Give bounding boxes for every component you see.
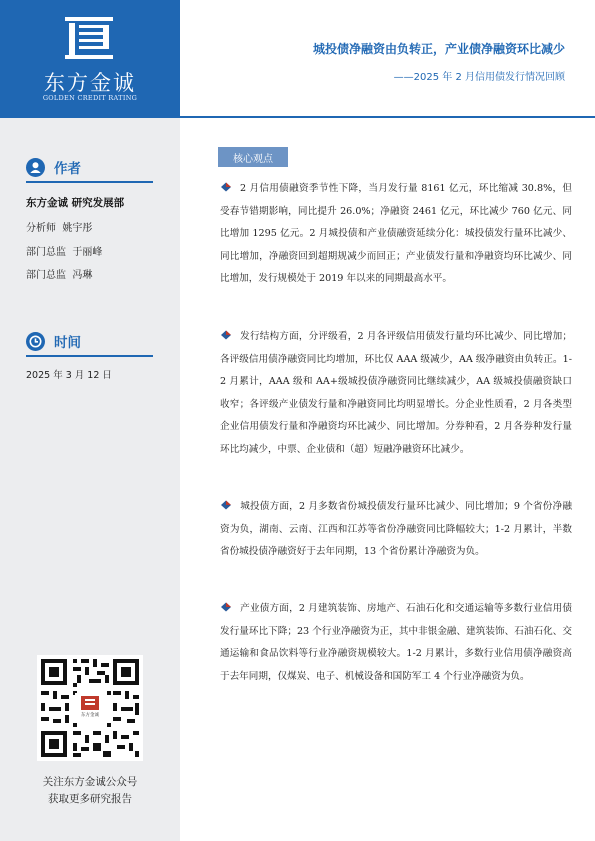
author-row — [26, 219, 92, 234]
publish-date: 2025 年 3 月 12 日 — [26, 370, 112, 381]
core-views-badge: 核心观点 — [218, 147, 288, 167]
qr-pattern-icon — [37, 655, 143, 761]
author-role: 部门总监 — [26, 247, 66, 258]
core-view-paragraph — [220, 598, 572, 688]
author-heading-label: 作者 — [54, 161, 81, 177]
author-name: 于丽峰 — [72, 247, 103, 258]
report-subtitle: ——2025 年 2 月信用债发行情况回顾 — [393, 72, 565, 83]
clock-icon — [26, 332, 45, 351]
qr-center-label: 东方金诚 — [81, 713, 99, 718]
logo-company-en: GOLDEN CREDIT RATING — [42, 94, 138, 102]
logo-company-cn: 东方金诚 — [44, 71, 136, 95]
core-view-paragraph — [220, 496, 572, 564]
time-heading — [26, 330, 81, 352]
author-divider — [26, 181, 153, 183]
author-name: 姚宇彤 — [62, 223, 93, 234]
author-org: 东方金诚 研究发展部 — [26, 197, 125, 209]
diamond-bullet-icon — [220, 500, 232, 510]
author-role: 部门总监 — [26, 270, 66, 281]
diamond-bullet-icon — [220, 182, 232, 192]
paragraph-text: 发行结构方面，分评级看，2 月各评级信用债发行量均环比减少、同比增加；各评级信用债净融资同比均增加，环比仅 AAA 级减少，AA 级净融资由负转正。1-2 月累计，AAA 级和 AA+级城投债净融资同比继续减少，AA 级城投债融资缺口收窄；各评级产业债发行量和净融资同比均明显增长。分企业性质看，2 月各类型企业信用债发行量和净融资均环比减少、同比增加。分券种看，2 月各券种发行量环比均减少，中票、企业债和（超）短融净融资环比减少。 — [220, 331, 572, 455]
core-view-paragraph — [220, 326, 572, 461]
core-view-paragraph — [220, 178, 572, 291]
paragraph-text: 产业债方面，2 月建筑装饰、房地产、石油石化和交通运输等多数行业信用债发行量环比下降；23 个行业净融资为正，其中非银金融、建筑装饰、石油石化、交通运输和食品饮料等行业净融资规模较大。1-2 月累计，多数行业信用债净融资高于去年同期，仅煤炭、电子、机械设备和国防军工 4 个行业净融资为负。 — [220, 603, 572, 682]
paragraph-text: 城投债方面，2 月多数省份城投债发行量环比减少、同比增加；9 个省份净融资为负，湖南、云南、江西和江苏等省份净融资同比降幅较大；1-2 月累计，半数省份城投债净融资好于去年同期，13 个省份累计净融资为负。 — [220, 501, 572, 557]
company-logo — [0, 0, 180, 118]
logo-mark-icon — [63, 17, 115, 59]
author-row — [26, 266, 92, 281]
sidebar — [0, 0, 180, 841]
paragraph-text: 2 月信用债融资季节性下降，当月发行量 8161 亿元，环比缩减 30.8%，但受春节错期影响，同比提升 26.0%；净融资 2461 亿元，环比减少 760 亿元、同比增加 1295 亿元。2 月城投债和产业债融资延续分化：城投债发行量环比减少、同比增加，净融资回到超期规减少而回正；产业债发行量和净融资均环比减少、同比增加，发行规模处于 2019 年以来的同期最高水平。 — [220, 183, 572, 284]
author-name: 冯琳 — [72, 270, 93, 281]
person-icon — [26, 158, 45, 177]
qr-caption-line1: 关注东方金诚公众号 — [42, 776, 138, 788]
header-divider — [180, 116, 595, 118]
diamond-bullet-icon — [220, 330, 232, 340]
author-row — [26, 243, 102, 258]
qr-caption-line2: 获取更多研究报告 — [48, 793, 132, 805]
author-heading — [26, 156, 81, 178]
time-heading-label: 时间 — [54, 335, 81, 351]
qr-code[interactable] — [37, 655, 143, 761]
report-title: 城投债净融资由负转正，产业债净融资环比减少 — [312, 42, 565, 56]
time-divider — [26, 355, 153, 357]
diamond-bullet-icon — [220, 602, 232, 612]
author-role: 分析师 — [26, 223, 56, 234]
